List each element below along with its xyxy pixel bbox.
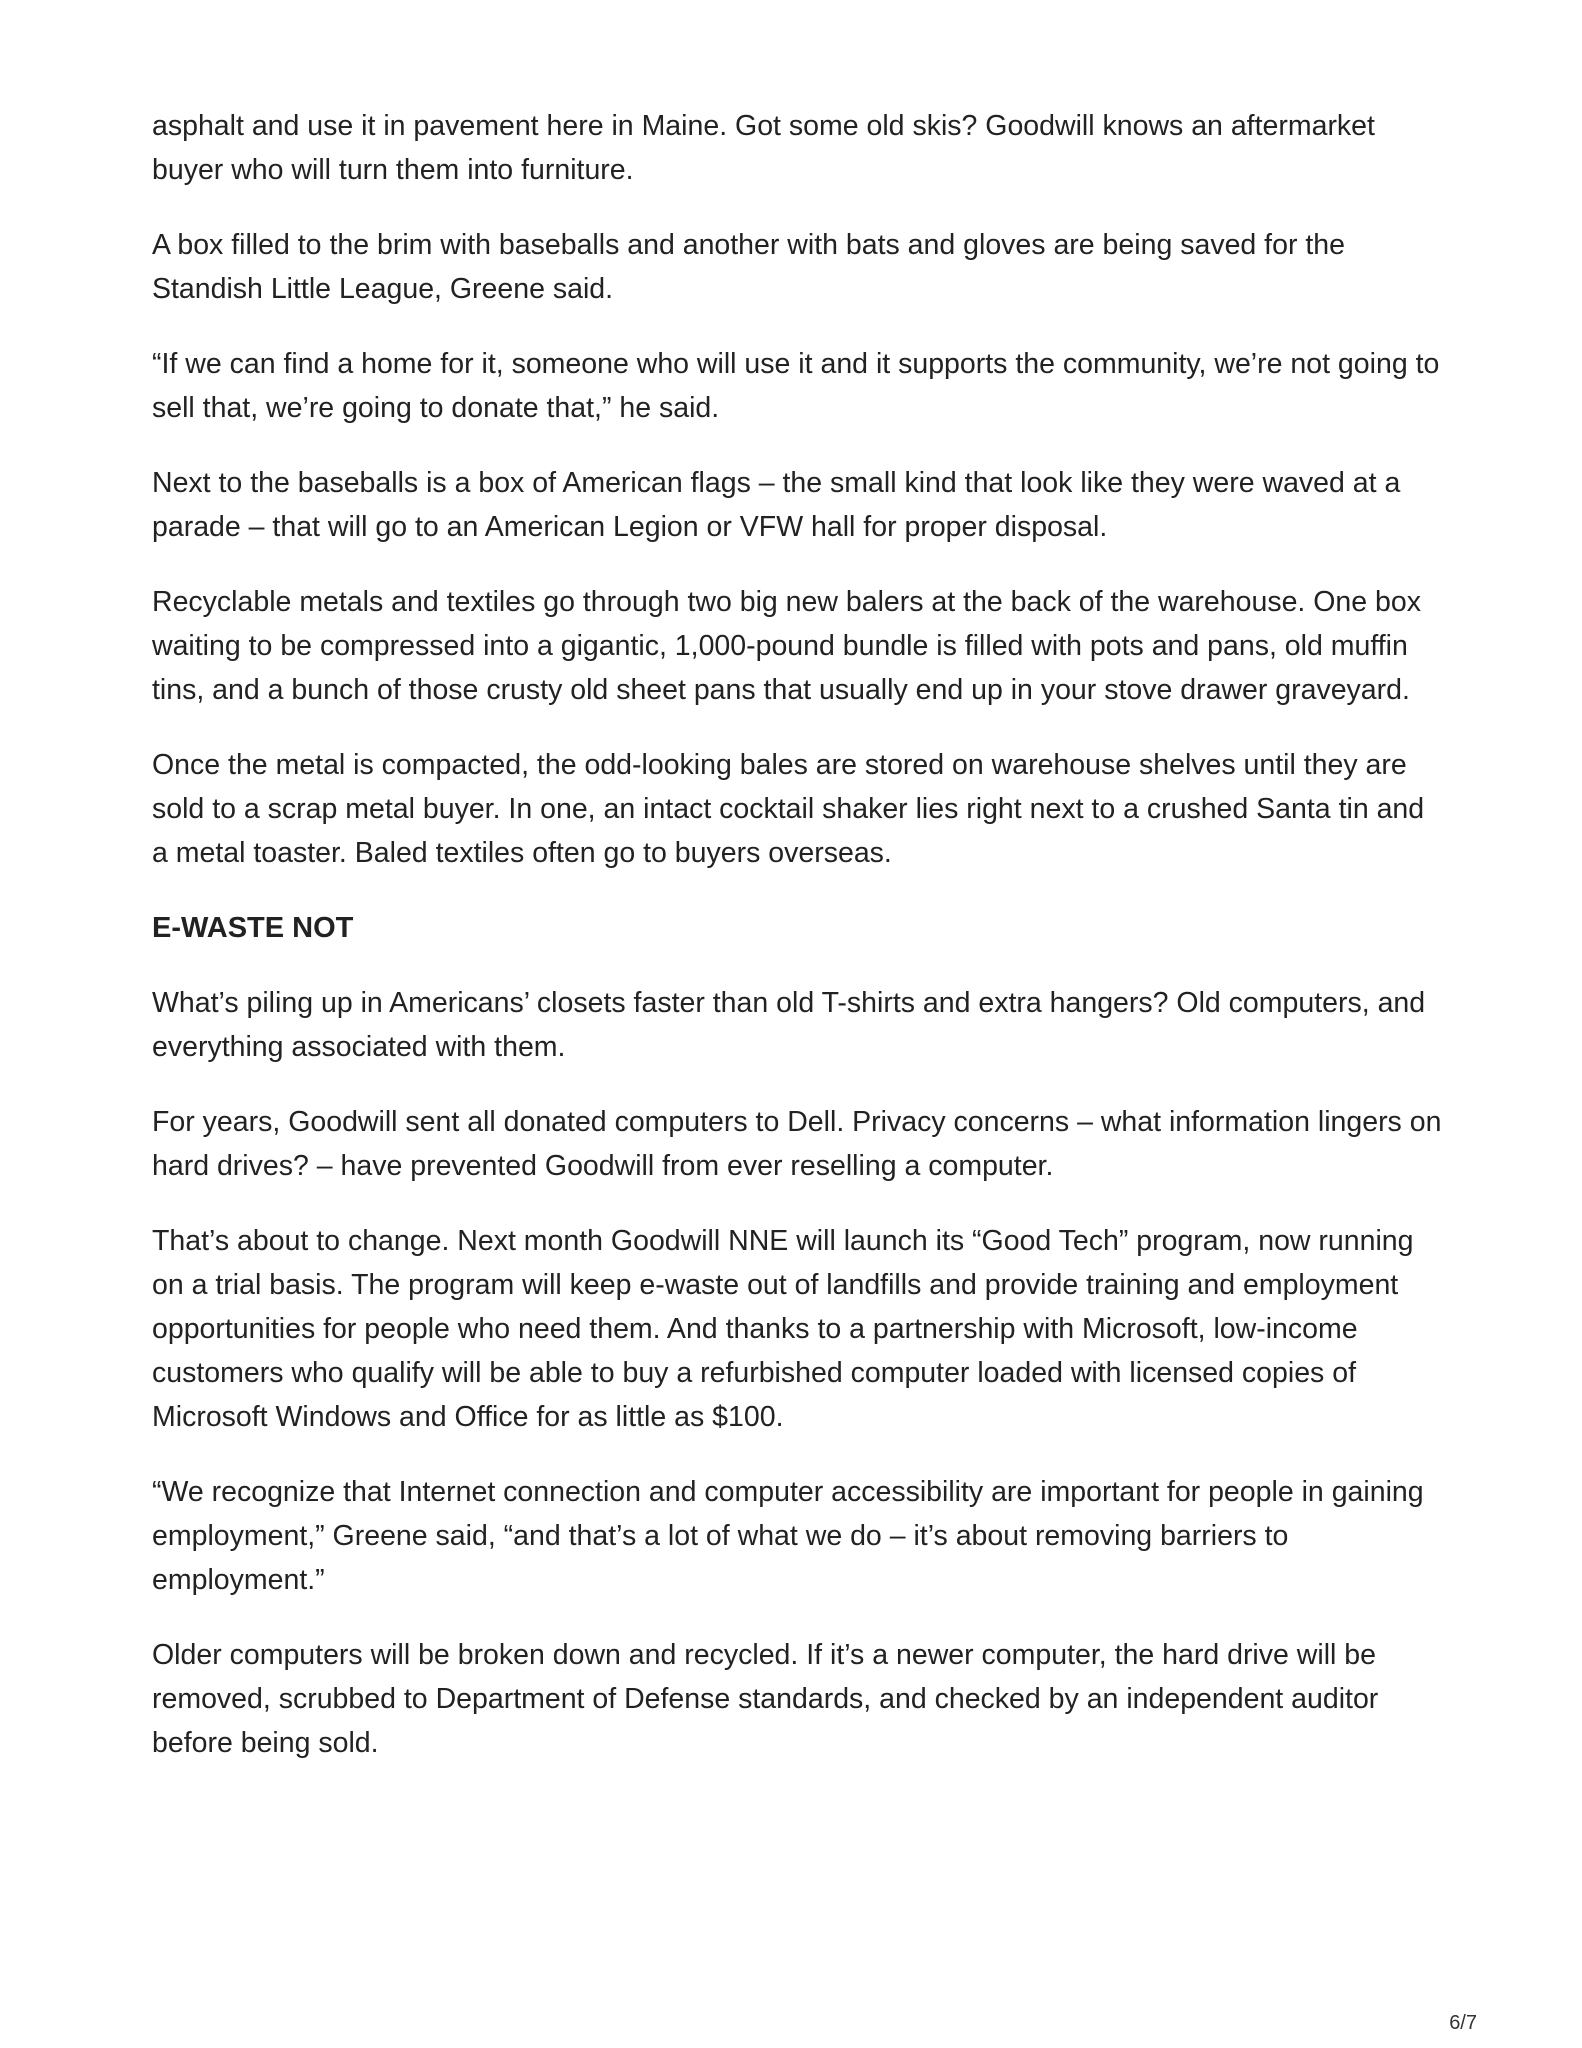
paragraph-dell: For years, Goodwill sent all donated computers to Dell. Privacy concerns – what information lingers on hard drives? – have prevented Goodwill from ever reselling a computer.: [152, 1106, 1442, 1182]
paragraph-closets: What’s piling up in Americans’ closets faster than old T-shirts and extra hangers? Old computers, and everything associated with them.: [152, 987, 1426, 1063]
section-heading: E-WASTE NOT: [152, 912, 354, 944]
article-body: [152, 104, 1442, 1796]
paragraph-asphalt-skis: asphalt and use it in pavement here in Maine. Got some old skis? Goodwill knows an aftermarket buyer who will turn them into furniture.: [152, 110, 1375, 186]
paragraph-good-tech: That’s about to change. Next month Goodwill NNE will launch its “Good Tech” program, now running on a trial basis. The program will keep e-waste out of landfills and provide training and employment opportunities for people who need them. And thanks to a partnership with Microsoft, low-income customers who qualify will be able to buy a refurbished computer loaded with licensed copies of Microsoft Windows and Office for as little as $100.: [152, 1225, 1414, 1433]
paragraph-baseballs-box: A box filled to the brim with baseballs and another with bats and gloves are being saved for the Standish Little League, Greene said.: [152, 229, 1345, 305]
page-number: 6/7: [1449, 2012, 1477, 2034]
paragraph-metal-bales: Once the metal is compacted, the odd-looking bales are stored on warehouse shelves until they are sold to a scrap metal buyer. In one, an intact cocktail shaker lies right next to a crushed Santa tin and a metal toaster. Baled textiles often go to buyers overseas.: [152, 749, 1425, 869]
paragraph-older-computers: Older computers will be broken down and recycled. If it’s a newer computer, the hard drive will be removed, scrubbed to Department of Defense standards, and checked by an independent auditor before being sold.: [152, 1639, 1379, 1759]
paragraph-american-flags: Next to the baseballs is a box of American flags – the small kind that look like they were waved at a parade – that will go to an American Legion or VFW hall for proper disposal.: [152, 467, 1401, 543]
paragraph-greene-quote-employment: “We recognize that Internet connection and computer accessibility are important for people in gaining employment,” Greene said, “and that’s a lot of what we do – it’s about removing barriers to employment.”: [152, 1476, 1424, 1596]
paragraph-balers: Recyclable metals and textiles go through two big new balers at the back of the warehouse. One box waiting to be compressed into a gigantic, 1,000-pound bundle is filled with pots and pans, old muffin tins, and a bunch of those crusty old sheet pans that usually end up in your stove drawer graveyard.: [152, 586, 1421, 706]
paragraph-greene-quote-donate: “If we can find a home for it, someone who will use it and it supports the community, we’re not going to sell that, we’re going to donate that,” he said.: [152, 348, 1440, 424]
